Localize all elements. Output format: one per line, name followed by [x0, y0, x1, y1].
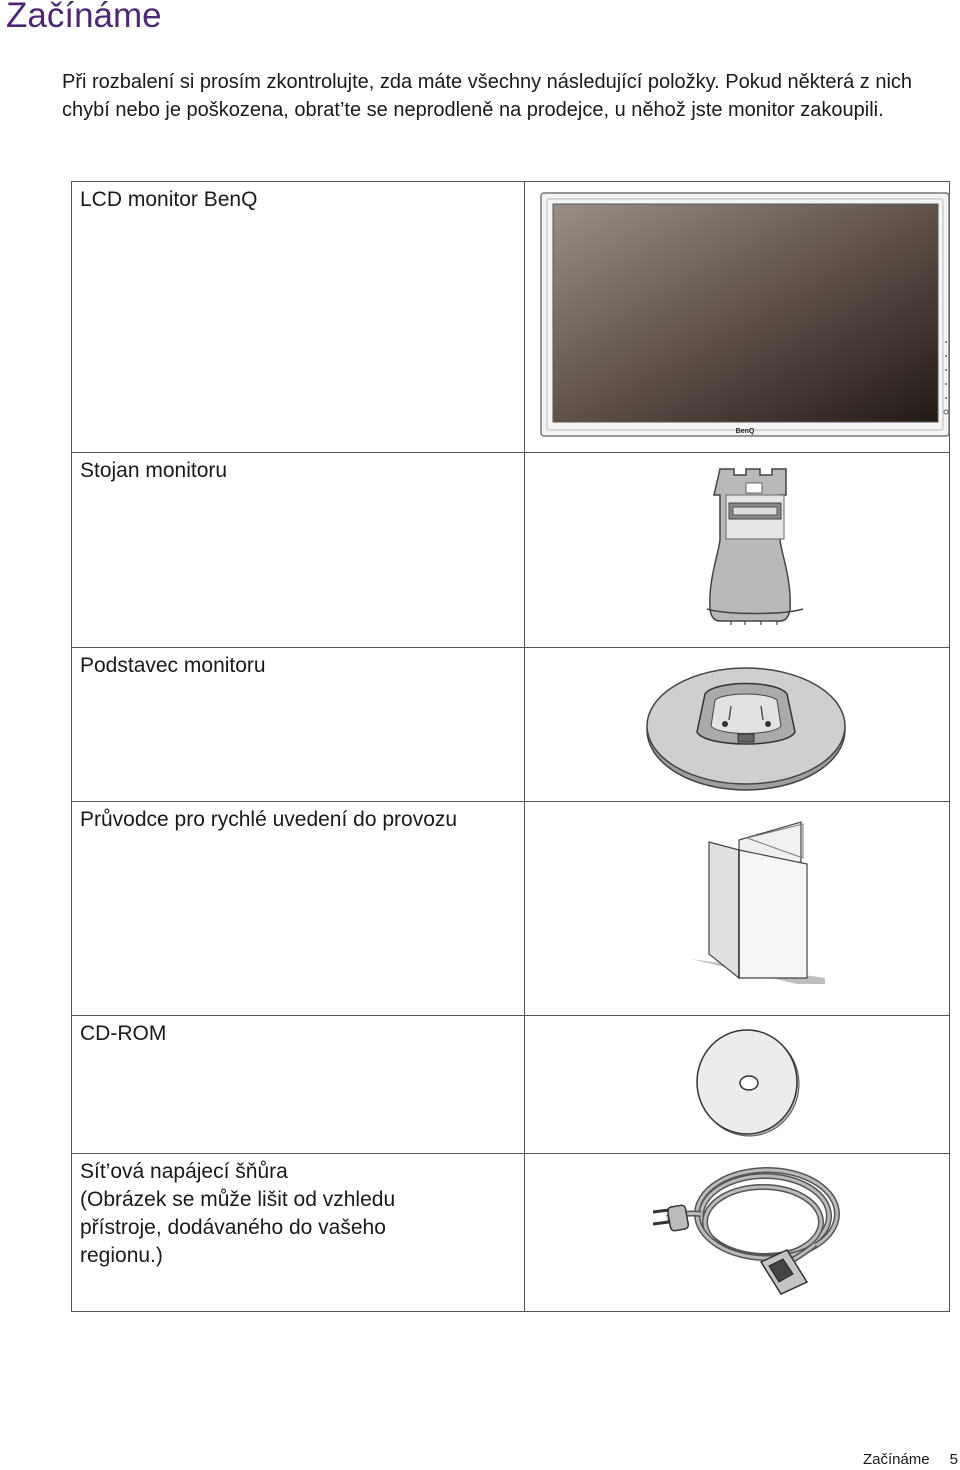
footer-section-title: Začínáme — [862, 1451, 930, 1468]
table-row — [72, 1154, 950, 1312]
item-image-cell — [525, 1154, 950, 1312]
monitor-base-icon — [525, 648, 960, 802]
item-image-cell — [525, 802, 950, 1016]
intro-paragraph: Při rozbalení si prosím zkontrolujte, zda máte všechny následující položky. Pokud některá z nich chybí nebo je poškozena, obrat’te se neprodleně na prodejce, u něhož jste monitor zakoupili. — [62, 71, 913, 121]
item-label-base: Podstavec monitoru — [72, 648, 525, 802]
item-label-cd-rom: CD-ROM — [72, 1016, 525, 1154]
item-label-stand: Stojan monitoru — [72, 453, 525, 648]
table-row — [72, 802, 950, 1016]
item-label-quick-start-guide: Průvodce pro rychlé uvedení do provozu — [72, 802, 525, 1016]
item-label-power-cord — [72, 1154, 525, 1312]
item-image-cell — [525, 1016, 950, 1154]
item-image-cell — [525, 648, 950, 802]
item-label-lcd-monitor: LCD monitor BenQ — [72, 182, 525, 453]
page-number: 5 — [949, 1451, 958, 1468]
power-cord-label-line: Sít’ová napájecí šňůra — [80, 1160, 288, 1183]
item-image-cell — [525, 182, 950, 453]
cd-rom-icon — [525, 1016, 960, 1154]
benq-logo: BenQ — [735, 428, 755, 435]
power-cord-icon — [525, 1154, 960, 1312]
table-row — [72, 453, 950, 648]
power-cord-note-line: regionu.) — [80, 1244, 163, 1267]
table-row — [72, 1016, 950, 1154]
item-image-cell — [525, 453, 950, 648]
power-cord-note-line: (Obrázek se může lišit od vzhledu — [80, 1188, 396, 1211]
package-contents-table — [71, 181, 950, 1312]
page-title: Začínáme — [6, 0, 162, 35]
lcd-monitor-icon — [525, 182, 960, 453]
table-row — [72, 648, 950, 802]
quick-start-guide-icon — [525, 802, 960, 1016]
monitor-stand-arm-icon — [525, 453, 960, 648]
table-row — [72, 182, 950, 453]
power-cord-note-line: přístroje, dodávaného do vašeho — [80, 1216, 386, 1239]
page-footer — [843, 1451, 958, 1468]
